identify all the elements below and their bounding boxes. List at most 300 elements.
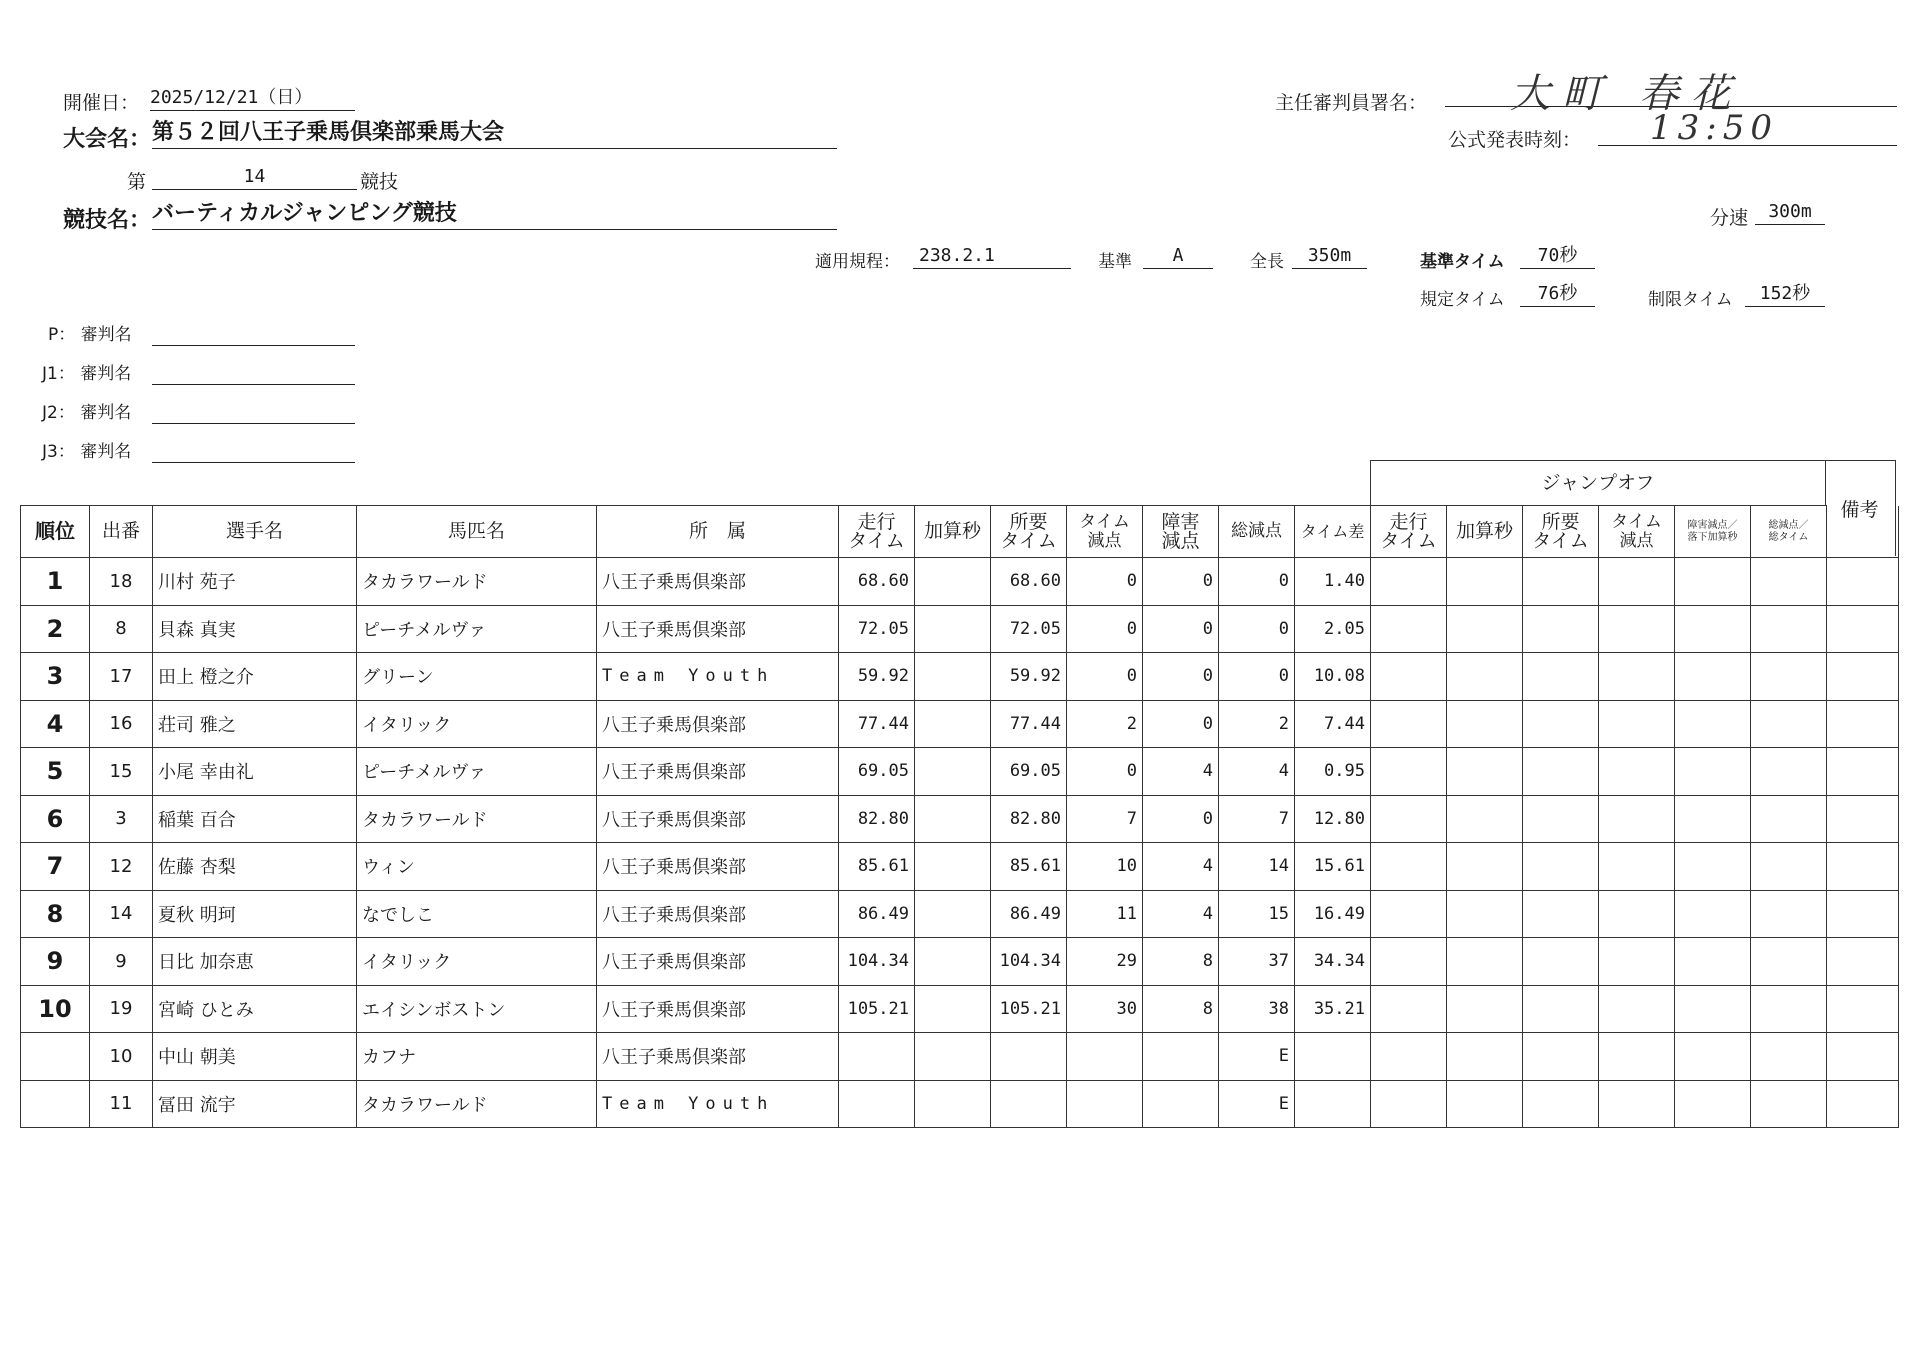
cell-jumpoff (1371, 558, 1447, 606)
cell-rank: 3 (21, 653, 90, 701)
cell-rank: 6 (21, 795, 90, 843)
jumpoff-header: ジャンプオフ (1370, 460, 1826, 506)
cell-time-diff (1295, 1033, 1371, 1081)
cell-rider: 夏秋 明珂 (153, 890, 357, 938)
cell-total-time (991, 1033, 1067, 1081)
col-run-time (839, 506, 915, 558)
col-total-time-1: 所要 (1009, 510, 1048, 533)
date-value: 2025/12/21（日） (150, 86, 355, 111)
cell-jumpoff (1599, 843, 1675, 891)
cell-jumpoff (1371, 890, 1447, 938)
cell-jumpoff (1523, 748, 1599, 796)
cell-total-time: 69.05 (991, 748, 1067, 796)
cell-obs-pen: 0 (1143, 700, 1219, 748)
reg-time-label: 規定タイム (1420, 290, 1505, 310)
cell-jumpoff (1371, 700, 1447, 748)
cell-time-pen: 7 (1067, 795, 1143, 843)
standard-label: 基準 (1098, 252, 1132, 272)
cell-jumpoff (1675, 985, 1751, 1033)
event-label: 大会名： (63, 127, 152, 152)
cell-club: Team Youth (597, 653, 839, 701)
round-value: 14 (152, 165, 357, 190)
col-jo-total-2: タイム (1532, 529, 1589, 552)
cell-horse: イタリック (357, 938, 597, 986)
cell-jumpoff (1447, 700, 1523, 748)
cell-remarks (1827, 890, 1899, 938)
judge-j3-label: J3： 審判名 (42, 442, 132, 462)
col-jo-tpen-2: 減点 (1619, 530, 1654, 551)
col-run-time-2: タイム (848, 529, 905, 552)
cell-jumpoff (1751, 605, 1827, 653)
cell-total-time: 104.34 (991, 938, 1067, 986)
cell-remarks (1827, 843, 1899, 891)
date-label: 開催日： (63, 92, 140, 114)
cell-jumpoff (1523, 1033, 1599, 1081)
cell-jumpoff (1599, 605, 1675, 653)
cell-jumpoff (1523, 558, 1599, 606)
cell-add-sec (915, 653, 991, 701)
judge-j3-name (152, 438, 355, 463)
cell-jumpoff (1371, 1033, 1447, 1081)
cell-jumpoff (1675, 605, 1751, 653)
cell-obs-pen: 0 (1143, 558, 1219, 606)
cell-jumpoff (1675, 1033, 1751, 1081)
cell-horse: タカラワールド (357, 795, 597, 843)
cell-jumpoff (1371, 843, 1447, 891)
cell-jumpoff (1523, 843, 1599, 891)
cell-jumpoff (1751, 795, 1827, 843)
cell-jumpoff (1371, 653, 1447, 701)
cell-jumpoff (1371, 795, 1447, 843)
chief-judge-label: 主任審判員署名： (1275, 92, 1428, 114)
cell-jumpoff (1675, 558, 1751, 606)
cell-jumpoff (1751, 1033, 1827, 1081)
speed-label: 分速 (1710, 207, 1749, 229)
col-jo-add: 加算秒 (1447, 506, 1523, 558)
cell-rider: 中山 朝美 (153, 1033, 357, 1081)
cell-obs-pen: 4 (1143, 748, 1219, 796)
table-row (21, 1080, 1899, 1128)
cell-total-pen: 37 (1219, 938, 1295, 986)
col-obs-pen-1: 障害 (1161, 510, 1200, 533)
cell-number: 18 (90, 558, 153, 606)
cell-number: 19 (90, 985, 153, 1033)
cell-add-sec (915, 985, 991, 1033)
cell-jumpoff (1523, 653, 1599, 701)
col-jo-run (1371, 506, 1447, 558)
cell-total-pen: 14 (1219, 843, 1295, 891)
judge-j2-name (152, 399, 355, 424)
cell-rider: 冨田 流宇 (153, 1080, 357, 1128)
judge-j2-label: J2： 審判名 (42, 403, 132, 423)
cell-club: 八王子乗馬倶楽部 (597, 795, 839, 843)
cell-club: 八王子乗馬倶楽部 (597, 558, 839, 606)
cell-jumpoff (1675, 1080, 1751, 1128)
cell-time-pen: 11 (1067, 890, 1143, 938)
col-obs-pen-2: 減点 (1161, 529, 1200, 552)
cell-club: 八王子乗馬倶楽部 (597, 748, 839, 796)
cell-number: 9 (90, 938, 153, 986)
col-obs-pen (1143, 506, 1219, 558)
col-time-diff: タイム差 (1295, 506, 1371, 558)
cell-jumpoff (1447, 843, 1523, 891)
cell-jumpoff (1447, 1033, 1523, 1081)
col-jo-total (1523, 506, 1599, 558)
col-jo-tpen-1: タイム (1611, 511, 1662, 532)
cell-remarks (1827, 653, 1899, 701)
col-total-time (991, 506, 1067, 558)
cell-time-diff: 35.21 (1295, 985, 1371, 1033)
col-jo-total-1: 所要 (1541, 510, 1580, 533)
cell-total-pen: E (1219, 1080, 1295, 1128)
cell-jumpoff (1751, 700, 1827, 748)
cell-jumpoff (1751, 653, 1827, 701)
cell-total-pen: 0 (1219, 653, 1295, 701)
cell-number: 3 (90, 795, 153, 843)
cell-jumpoff (1371, 1080, 1447, 1128)
cell-number: 8 (90, 605, 153, 653)
table-row (21, 1033, 1899, 1081)
cell-rider: 川村 苑子 (153, 558, 357, 606)
cell-jumpoff (1447, 890, 1523, 938)
col-jo-obs-1: 障害減点／ (1687, 519, 1738, 531)
col-jo-run-1: 走行 (1389, 510, 1428, 533)
cell-time-pen: 0 (1067, 748, 1143, 796)
col-jo-tpen (1599, 506, 1675, 558)
col-rank: 順位 (21, 506, 90, 558)
cell-jumpoff (1371, 605, 1447, 653)
cell-time-diff: 10.08 (1295, 653, 1371, 701)
cell-remarks (1827, 605, 1899, 653)
cell-rider: 貝森 真実 (153, 605, 357, 653)
cell-club: Team Youth (597, 1080, 839, 1128)
cell-jumpoff (1751, 843, 1827, 891)
table-row (21, 605, 1899, 653)
cell-jumpoff (1523, 605, 1599, 653)
table-row (21, 748, 1899, 796)
cell-rank: 10 (21, 985, 90, 1033)
cell-time-pen: 10 (1067, 843, 1143, 891)
cell-run-time: 69.05 (839, 748, 915, 796)
competition-label: 競技名： (63, 208, 152, 233)
judge-p-name (152, 321, 355, 346)
cell-horse: ピーチメルヴァ (357, 605, 597, 653)
cell-run-time: 104.34 (839, 938, 915, 986)
cell-run-time: 85.61 (839, 843, 915, 891)
cell-remarks (1827, 558, 1899, 606)
cell-rider: 田上 橙之介 (153, 653, 357, 701)
cell-jumpoff (1371, 985, 1447, 1033)
cell-obs-pen: 0 (1143, 653, 1219, 701)
cell-add-sec (915, 558, 991, 606)
cell-obs-pen: 4 (1143, 890, 1219, 938)
cell-horse: ウィン (357, 843, 597, 891)
cell-rank: 5 (21, 748, 90, 796)
cell-rank: 9 (21, 938, 90, 986)
cell-jumpoff (1675, 843, 1751, 891)
cell-obs-pen: 8 (1143, 938, 1219, 986)
cell-total-pen: 15 (1219, 890, 1295, 938)
cell-jumpoff (1675, 653, 1751, 701)
cell-remarks (1827, 748, 1899, 796)
cell-horse: タカラワールド (357, 558, 597, 606)
length-value: 350m (1292, 244, 1367, 269)
cell-add-sec (915, 700, 991, 748)
cell-obs-pen: 4 (1143, 843, 1219, 891)
col-run-time-1: 走行 (857, 510, 896, 533)
chief-judge-signature: 大町 春花 (1510, 71, 1743, 117)
cell-jumpoff (1599, 795, 1675, 843)
cell-total-pen: 4 (1219, 748, 1295, 796)
cell-jumpoff (1447, 605, 1523, 653)
cell-horse: タカラワールド (357, 1080, 597, 1128)
cell-time-diff: 16.49 (1295, 890, 1371, 938)
results-table (20, 505, 1899, 1128)
cell-rider: 小尾 幸由礼 (153, 748, 357, 796)
cell-total-time: 77.44 (991, 700, 1067, 748)
cell-time-pen: 0 (1067, 653, 1143, 701)
cell-jumpoff (1447, 1080, 1523, 1128)
cell-time-pen: 2 (1067, 700, 1143, 748)
cell-jumpoff (1751, 938, 1827, 986)
cell-jumpoff (1751, 985, 1827, 1033)
cell-club: 八王子乗馬倶楽部 (597, 700, 839, 748)
cell-time-pen: 0 (1067, 605, 1143, 653)
cell-run-time: 77.44 (839, 700, 915, 748)
table-row (21, 558, 1899, 606)
cell-add-sec (915, 890, 991, 938)
cell-horse: グリーン (357, 653, 597, 701)
judge-j1-name (152, 360, 355, 385)
cell-rank: 7 (21, 843, 90, 891)
cell-jumpoff (1599, 748, 1675, 796)
table-row (21, 843, 1899, 891)
cell-club: 八王子乗馬倶楽部 (597, 1033, 839, 1081)
reg-time-value: 76秒 (1520, 282, 1595, 307)
limit-time-label: 制限タイム (1648, 290, 1733, 310)
std-time-value: 70秒 (1520, 244, 1595, 269)
cell-total-time: 105.21 (991, 985, 1067, 1033)
cell-rank: 2 (21, 605, 90, 653)
cell-horse: カフナ (357, 1033, 597, 1081)
cell-number: 10 (90, 1033, 153, 1081)
cell-time-pen: 30 (1067, 985, 1143, 1033)
cell-rank: 8 (21, 890, 90, 938)
cell-total-pen: 0 (1219, 558, 1295, 606)
announce-label: 公式発表時刻： (1448, 129, 1582, 151)
cell-total-pen: 7 (1219, 795, 1295, 843)
col-remarks-cell (1827, 506, 1899, 558)
cell-total-pen: E (1219, 1033, 1295, 1081)
cell-jumpoff (1371, 938, 1447, 986)
col-total-pen: 総減点 (1219, 506, 1295, 558)
cell-number: 14 (90, 890, 153, 938)
cell-total-time (991, 1080, 1067, 1128)
table-row (21, 653, 1899, 701)
cell-rank (21, 1080, 90, 1128)
col-total-time-2: タイム (1000, 529, 1057, 552)
cell-rank: 4 (21, 700, 90, 748)
cell-jumpoff (1675, 748, 1751, 796)
cell-time-pen (1067, 1080, 1143, 1128)
event-value: 第５２回八王子乗馬倶楽部乗馬大会 (152, 118, 837, 149)
standard-value: A (1143, 244, 1213, 269)
length-label: 全長 (1250, 252, 1284, 272)
col-jo-run-2: タイム (1380, 529, 1437, 552)
cell-jumpoff (1447, 985, 1523, 1033)
cell-time-pen: 0 (1067, 558, 1143, 606)
cell-club: 八王子乗馬倶楽部 (597, 985, 839, 1033)
cell-total-time: 86.49 (991, 890, 1067, 938)
col-jo-sum (1751, 506, 1827, 558)
judge-p-label: P： 審判名 (48, 325, 132, 345)
cell-total-time: 82.80 (991, 795, 1067, 843)
cell-obs-pen: 0 (1143, 795, 1219, 843)
cell-time-diff: 1.40 (1295, 558, 1371, 606)
cell-remarks (1827, 985, 1899, 1033)
rule-value: 238.2.1 (913, 244, 1071, 269)
cell-jumpoff (1523, 1080, 1599, 1128)
cell-total-time: 59.92 (991, 653, 1067, 701)
round-suffix: 競技 (360, 171, 399, 193)
col-horse: 馬匹名 (357, 506, 597, 558)
round-prefix: 第 (127, 171, 147, 193)
table-row (21, 890, 1899, 938)
table-row (21, 985, 1899, 1033)
cell-add-sec (915, 843, 991, 891)
col-jo-sum-2: 総タイム (1768, 531, 1809, 543)
cell-jumpoff (1523, 938, 1599, 986)
cell-jumpoff (1751, 558, 1827, 606)
rule-label: 適用規程： (815, 252, 900, 272)
cell-jumpoff (1523, 795, 1599, 843)
cell-time-diff: 15.61 (1295, 843, 1371, 891)
cell-jumpoff (1599, 558, 1675, 606)
col-rider: 選手名 (153, 506, 357, 558)
cell-time-diff: 0.95 (1295, 748, 1371, 796)
cell-remarks (1827, 795, 1899, 843)
cell-jumpoff (1447, 653, 1523, 701)
cell-total-time: 72.05 (991, 605, 1067, 653)
col-time-pen (1067, 506, 1143, 558)
cell-remarks (1827, 938, 1899, 986)
judge-j1-label: J1： 審判名 (42, 364, 132, 384)
col-jo-obs-2: 落下加算秒 (1687, 531, 1738, 543)
speed-value: 300m (1755, 200, 1825, 225)
table-row (21, 700, 1899, 748)
cell-rank (21, 1033, 90, 1081)
col-jo-sum-1: 総減点／ (1768, 519, 1809, 531)
cell-jumpoff (1599, 938, 1675, 986)
cell-club: 八王子乗馬倶楽部 (597, 938, 839, 986)
table-header-row (21, 506, 1899, 558)
cell-run-time: 82.80 (839, 795, 915, 843)
cell-number: 12 (90, 843, 153, 891)
cell-total-pen: 2 (1219, 700, 1295, 748)
cell-run-time: 68.60 (839, 558, 915, 606)
competition-value: バーティカルジャンピング競技 (152, 199, 837, 230)
col-time-pen-2: 減点 (1087, 530, 1122, 551)
cell-horse: ピーチメルヴァ (357, 748, 597, 796)
cell-jumpoff (1751, 1080, 1827, 1128)
cell-jumpoff (1523, 890, 1599, 938)
table-row (21, 938, 1899, 986)
col-club: 所 属 (597, 506, 839, 558)
cell-run-time: 59.92 (839, 653, 915, 701)
cell-time-diff: 34.34 (1295, 938, 1371, 986)
cell-add-sec (915, 748, 991, 796)
cell-number: 15 (90, 748, 153, 796)
cell-add-sec (915, 1033, 991, 1081)
cell-time-diff: 2.05 (1295, 605, 1371, 653)
cell-time-pen: 29 (1067, 938, 1143, 986)
cell-time-pen (1067, 1033, 1143, 1081)
limit-time-value: 152秒 (1745, 282, 1825, 307)
cell-jumpoff (1599, 653, 1675, 701)
cell-time-diff: 12.80 (1295, 795, 1371, 843)
cell-add-sec (915, 795, 991, 843)
col-number: 出番 (90, 506, 153, 558)
cell-club: 八王子乗馬倶楽部 (597, 843, 839, 891)
cell-total-time: 68.60 (991, 558, 1067, 606)
cell-remarks (1827, 1080, 1899, 1128)
cell-jumpoff (1523, 700, 1599, 748)
cell-remarks (1827, 1033, 1899, 1081)
cell-obs-pen: 8 (1143, 985, 1219, 1033)
cell-jumpoff (1447, 795, 1523, 843)
cell-jumpoff (1599, 1080, 1675, 1128)
cell-remarks (1827, 700, 1899, 748)
cell-jumpoff (1599, 700, 1675, 748)
cell-jumpoff (1599, 985, 1675, 1033)
cell-run-time: 72.05 (839, 605, 915, 653)
cell-rider: 荘司 雅之 (153, 700, 357, 748)
cell-total-pen: 0 (1219, 605, 1295, 653)
cell-time-diff (1295, 1080, 1371, 1128)
col-time-pen-1: タイム (1079, 511, 1130, 532)
table-row (21, 795, 1899, 843)
cell-club: 八王子乗馬倶楽部 (597, 605, 839, 653)
cell-horse: イタリック (357, 700, 597, 748)
cell-time-diff: 7.44 (1295, 700, 1371, 748)
cell-number: 17 (90, 653, 153, 701)
std-time-label: 基準タイム (1420, 252, 1505, 272)
cell-rider: 宮崎 ひとみ (153, 985, 357, 1033)
cell-rank: 1 (21, 558, 90, 606)
cell-rider: 日比 加奈恵 (153, 938, 357, 986)
cell-jumpoff (1523, 985, 1599, 1033)
cell-number: 11 (90, 1080, 153, 1128)
col-add-sec: 加算秒 (915, 506, 991, 558)
cell-total-time: 85.61 (991, 843, 1067, 891)
cell-horse: なでしこ (357, 890, 597, 938)
cell-total-pen: 38 (1219, 985, 1295, 1033)
cell-number: 16 (90, 700, 153, 748)
cell-jumpoff (1371, 748, 1447, 796)
cell-jumpoff (1675, 795, 1751, 843)
cell-jumpoff (1675, 890, 1751, 938)
cell-run-time (839, 1033, 915, 1081)
cell-obs-pen (1143, 1033, 1219, 1081)
cell-obs-pen: 0 (1143, 605, 1219, 653)
cell-add-sec (915, 1080, 991, 1128)
cell-jumpoff (1675, 938, 1751, 986)
cell-jumpoff (1599, 1033, 1675, 1081)
cell-run-time: 86.49 (839, 890, 915, 938)
cell-jumpoff (1751, 748, 1827, 796)
cell-rider: 稲葉 百合 (153, 795, 357, 843)
cell-jumpoff (1599, 890, 1675, 938)
